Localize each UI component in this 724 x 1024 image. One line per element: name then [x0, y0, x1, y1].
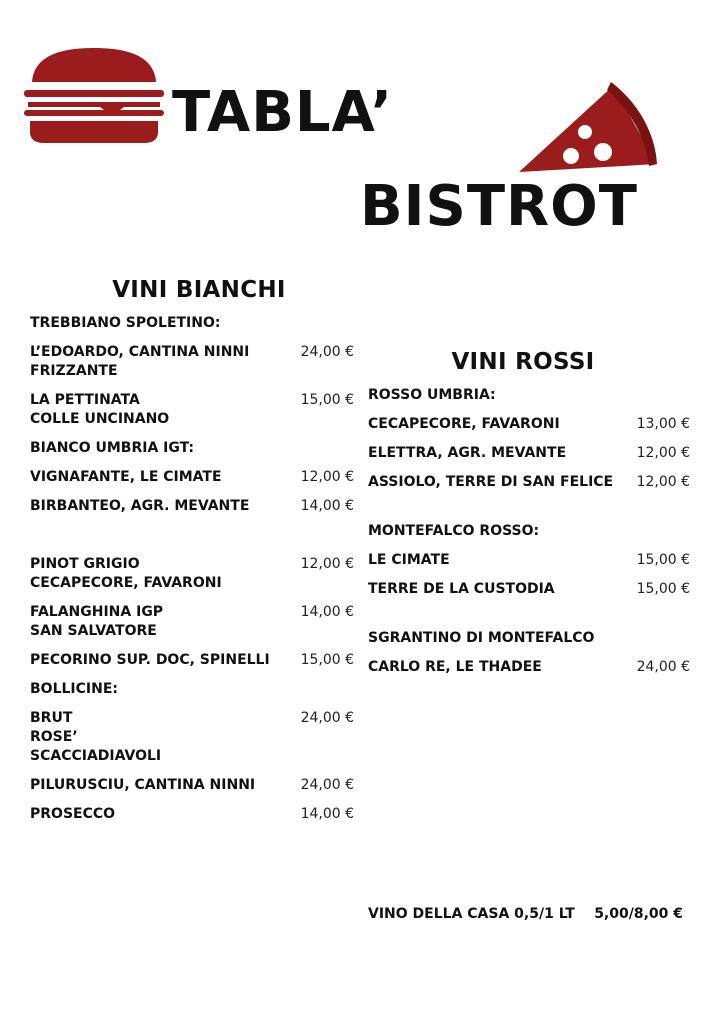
- wine-price: 15,00 €: [300, 652, 354, 668]
- wine-row: [30, 391, 354, 429]
- logo-title-line1: TABLA’: [172, 80, 394, 145]
- wine-row: [30, 468, 354, 487]
- wine-name: VIGNAFANTE, LE CIMATE: [30, 469, 222, 485]
- house-wine-row: [368, 905, 683, 924]
- wine-name: ASSIOLO, TERRE DI SAN FELICE: [368, 474, 614, 490]
- section-title-red: VINI ROSSI: [451, 349, 595, 375]
- wine-name: PINOT GRIGIO CECAPECORE, FAVARONI: [30, 556, 222, 591]
- section-title-white: VINI BIANCHI: [112, 277, 286, 303]
- wine-name: ELETTRA, AGR. MEVANTE: [368, 445, 567, 461]
- wine-row: [368, 580, 690, 599]
- wine-name: LE CIMATE: [368, 552, 450, 568]
- wine-name: PROSECCO: [30, 806, 116, 822]
- wine-row: [368, 551, 690, 570]
- wine-row: [368, 415, 690, 434]
- wine-name: PECORINO SUP. DOC, SPINELLI: [30, 652, 270, 668]
- wine-row: [30, 805, 354, 824]
- burger-icon: [24, 46, 164, 146]
- wine-price: 24,00 €: [300, 710, 354, 726]
- wine-price: 15,00 €: [636, 581, 690, 597]
- wine-row: [30, 709, 354, 766]
- wine-price: 15,00 €: [300, 392, 354, 408]
- wine-row: [30, 776, 354, 795]
- category-heading: SGRANTINO DI MONTEFALCO: [368, 630, 595, 646]
- wine-row: [368, 658, 690, 677]
- wine-name: TERRE DE LA CUSTODIA: [368, 581, 555, 597]
- wine-name: BIRBANTEO, AGR. MEVANTE: [30, 498, 250, 514]
- wine-price: 24,00 €: [300, 777, 354, 793]
- category-heading: BOLLICINE:: [30, 681, 118, 697]
- wine-price: 14,00 €: [300, 498, 354, 514]
- wine-price: 13,00 €: [636, 416, 690, 432]
- pizza-slice-icon: [515, 80, 660, 180]
- wine-price: 14,00 €: [300, 604, 354, 620]
- wine-price: 24,00 €: [636, 659, 690, 675]
- logo-title-line2: BISTROT: [360, 174, 638, 239]
- category-heading: ROSSO UMBRIA:: [368, 387, 496, 403]
- category-heading: TREBBIANO SPOLETINO:: [30, 315, 221, 331]
- category-heading: BIANCO UMBRIA IGT:: [30, 440, 194, 456]
- wine-row: [368, 444, 690, 463]
- wine-name: L’EDOARDO, CANTINA NINNI FRIZZANTE: [30, 344, 250, 379]
- wine-name: CARLO RE, LE THADEE: [368, 659, 542, 675]
- wine-name: LA PETTINATA COLLE UNCINANO: [30, 392, 170, 427]
- house-wine-price: 5,00/8,00 €: [594, 906, 683, 922]
- wine-name: FALANGHINA IGP SAN SALVATORE: [30, 604, 164, 639]
- wine-row: [30, 651, 354, 670]
- wine-row: [30, 555, 354, 593]
- wine-price: 12,00 €: [300, 556, 354, 572]
- category-heading: MONTEFALCO ROSSO:: [368, 523, 540, 539]
- wine-row: [30, 603, 354, 641]
- wine-price: 12,00 €: [636, 474, 690, 490]
- wine-price: 24,00 €: [300, 344, 354, 360]
- wine-name: PILURUSCIU, CANTINA NINNI: [30, 777, 256, 793]
- wine-name: BRUT ROSE’ SCACCIADIAVOLI: [30, 710, 162, 764]
- red-wines-section: [368, 344, 690, 687]
- white-wines-section: [30, 272, 354, 834]
- wine-name: CECAPECORE, FAVARONI: [368, 416, 560, 432]
- wine-price: 14,00 €: [300, 806, 354, 822]
- house-wine-label: VINO DELLA CASA 0,5/1 LT: [368, 906, 575, 922]
- wine-row: [30, 343, 354, 381]
- wine-price: 15,00 €: [636, 552, 690, 568]
- wine-row: [30, 497, 354, 516]
- wine-row: [368, 473, 690, 492]
- wine-price: 12,00 €: [636, 445, 690, 461]
- wine-price: 12,00 €: [300, 469, 354, 485]
